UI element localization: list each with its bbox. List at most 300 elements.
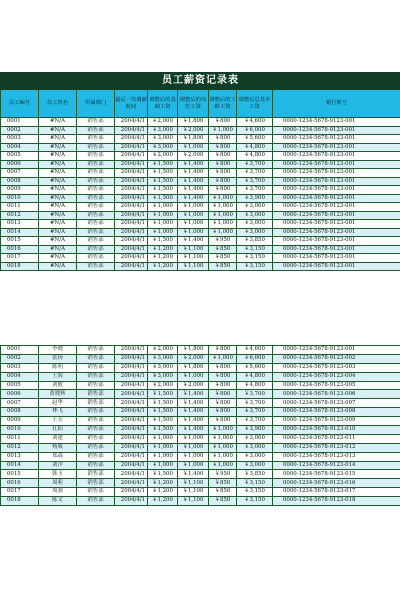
col-header-post-salary[interactable]: 调整后的岗位工资 <box>178 90 209 118</box>
cell-last-raise-date[interactable]: 2004/4/1 <box>115 118 148 127</box>
cell-department[interactable]: 销售部 <box>77 220 115 229</box>
cell-employee-id[interactable]: 0018 <box>1 262 39 271</box>
cell-base-salary[interactable]: ￥1,000 <box>148 461 178 470</box>
cell-employee-name[interactable]: #N/A <box>39 143 77 152</box>
cell-seniority-salary[interactable]: ￥800 <box>209 177 237 186</box>
cell-last-raise-date[interactable]: 2004/4/1 <box>115 390 148 399</box>
cell-department[interactable]: 销售部 <box>77 399 115 408</box>
cell-department[interactable]: 销售部 <box>77 443 115 452</box>
cell-total-salary[interactable]: ￥4,800 <box>237 143 273 152</box>
cell-seniority-salary[interactable]: ￥1,000 <box>209 203 237 212</box>
cell-post-salary[interactable]: ￥2,000 <box>178 381 209 390</box>
cell-base-salary[interactable]: ￥1,500 <box>148 177 178 186</box>
cell-total-salary[interactable]: ￥3,000 <box>237 228 273 237</box>
cell-total-salary[interactable]: ￥3,000 <box>237 452 273 461</box>
cell-last-raise-date[interactable]: 2004/4/1 <box>115 220 148 229</box>
cell-employee-name[interactable]: #N/A <box>39 211 77 220</box>
cell-base-salary[interactable]: ￥2,000 <box>148 346 178 355</box>
cell-seniority-salary[interactable]: ￥800 <box>209 135 237 144</box>
cell-last-raise-date[interactable]: 2004/4/1 <box>115 461 148 470</box>
cell-employee-name[interactable]: 陈文 <box>39 497 77 506</box>
cell-employee-id[interactable]: 0016 <box>1 245 39 254</box>
cell-post-salary[interactable]: ￥1,400 <box>178 399 209 408</box>
cell-total-salary[interactable]: ￥4,600 <box>237 118 273 127</box>
cell-last-raise-date[interactable]: 2004/4/1 <box>115 399 148 408</box>
col-header-base-salary[interactable]: 调整后的基础工资 <box>148 90 178 118</box>
cell-employee-name[interactable]: 刘敏 <box>39 381 77 390</box>
cell-department[interactable]: 销售部 <box>77 488 115 497</box>
cell-seniority-salary[interactable]: ￥1,000 <box>209 443 237 452</box>
cell-total-salary[interactable]: ￥4,800 <box>237 152 273 161</box>
cell-post-salary[interactable]: ￥1,000 <box>178 220 209 229</box>
cell-post-salary[interactable]: ￥1,400 <box>178 194 209 203</box>
cell-total-salary[interactable]: ￥3,700 <box>237 186 273 195</box>
cell-last-raise-date[interactable]: 2004/4/1 <box>115 177 148 186</box>
cell-bank-account[interactable]: 0000-1234-5678-9123-009 <box>273 417 400 426</box>
cell-seniority-salary[interactable]: ￥800 <box>209 372 237 381</box>
cell-department[interactable]: 销售部 <box>77 390 115 399</box>
cell-post-salary[interactable]: ￥2,000 <box>178 354 209 363</box>
cell-last-raise-date[interactable]: 2004/4/1 <box>115 354 148 363</box>
cell-employee-name[interactable]: #N/A <box>39 220 77 229</box>
cell-total-salary[interactable]: ￥3,700 <box>237 177 273 186</box>
cell-total-salary[interactable]: ￥3,000 <box>237 203 273 212</box>
cell-total-salary[interactable]: ￥6,000 <box>237 354 273 363</box>
cell-employee-id[interactable]: 0005 <box>1 381 39 390</box>
cell-post-salary[interactable]: ￥1,400 <box>178 177 209 186</box>
cell-seniority-salary[interactable]: ￥850 <box>209 497 237 506</box>
cell-base-salary[interactable]: ￥2,000 <box>148 381 178 390</box>
cell-post-salary[interactable]: ￥1,100 <box>178 497 209 506</box>
cell-last-raise-date[interactable]: 2004/4/1 <box>115 497 148 506</box>
cell-last-raise-date[interactable]: 2004/4/1 <box>115 143 148 152</box>
cell-bank-account[interactable]: 0000-1234-5678-9123-001 <box>273 169 400 178</box>
cell-seniority-salary[interactable]: ￥850 <box>209 479 237 488</box>
cell-total-salary[interactable]: ￥4,800 <box>237 381 273 390</box>
cell-total-salary[interactable]: ￥3,150 <box>237 254 273 263</box>
cell-post-salary[interactable]: ￥1,400 <box>178 237 209 246</box>
cell-post-salary[interactable]: ￥1,400 <box>178 470 209 479</box>
cell-employee-id[interactable]: 0013 <box>1 452 39 461</box>
cell-bank-account[interactable]: 0000-1234-5678-9123-007 <box>273 399 400 408</box>
cell-department[interactable]: 销售部 <box>77 186 115 195</box>
cell-post-salary[interactable]: ￥1,000 <box>178 434 209 443</box>
cell-post-salary[interactable]: ￥1,000 <box>178 372 209 381</box>
cell-seniority-salary[interactable]: ￥850 <box>209 245 237 254</box>
cell-department[interactable]: 销售部 <box>77 434 115 443</box>
cell-employee-id[interactable]: 0015 <box>1 237 39 246</box>
cell-employee-id[interactable]: 0012 <box>1 443 39 452</box>
cell-total-salary[interactable]: ￥3,150 <box>237 488 273 497</box>
cell-bank-account[interactable]: 0000-1234-5678-9123-001 <box>273 143 400 152</box>
cell-post-salary[interactable]: ￥1,400 <box>178 390 209 399</box>
cell-base-salary[interactable]: ￥3,000 <box>148 135 178 144</box>
cell-seniority-salary[interactable]: ￥800 <box>209 363 237 372</box>
cell-seniority-salary[interactable]: ￥800 <box>209 381 237 390</box>
cell-last-raise-date[interactable]: 2004/4/1 <box>115 186 148 195</box>
cell-seniority-salary[interactable]: ￥800 <box>209 152 237 161</box>
cell-base-salary[interactable]: ￥3,000 <box>148 143 178 152</box>
cell-department[interactable]: 销售部 <box>77 346 115 355</box>
cell-employee-name[interactable]: 黄晓辉 <box>39 390 77 399</box>
cell-last-raise-date[interactable]: 2004/4/1 <box>115 426 148 435</box>
cell-bank-account[interactable]: 0000-1234-5678-9123-001 <box>273 177 400 186</box>
cell-employee-id[interactable]: 0001 <box>1 346 39 355</box>
cell-total-salary[interactable]: ￥3,850 <box>237 237 273 246</box>
cell-base-salary[interactable]: ￥1,500 <box>148 237 178 246</box>
cell-seniority-salary[interactable]: ￥1,000 <box>209 426 237 435</box>
cell-employee-name[interactable]: #N/A <box>39 126 77 135</box>
cell-department[interactable]: 销售部 <box>77 118 115 127</box>
cell-total-salary[interactable]: ￥3,700 <box>237 399 273 408</box>
cell-last-raise-date[interactable]: 2004/4/1 <box>115 135 148 144</box>
cell-bank-account[interactable]: 0000-1234-5678-9123-001 <box>273 194 400 203</box>
cell-total-salary[interactable]: ￥3,150 <box>237 479 273 488</box>
cell-bank-account[interactable]: 0000-1234-5678-9123-005 <box>273 381 400 390</box>
cell-base-salary[interactable]: ￥1,200 <box>148 479 178 488</box>
cell-employee-name[interactable]: #N/A <box>39 245 77 254</box>
cell-employee-id[interactable]: 0014 <box>1 461 39 470</box>
cell-employee-name[interactable]: #N/A <box>39 203 77 212</box>
cell-bank-account[interactable]: 0000-1234-5678-9123-003 <box>273 363 400 372</box>
cell-department[interactable]: 销售部 <box>77 228 115 237</box>
cell-base-salary[interactable]: ￥2,000 <box>148 118 178 127</box>
cell-seniority-salary[interactable]: ￥850 <box>209 488 237 497</box>
cell-employee-name[interactable]: 周强 <box>39 488 77 497</box>
cell-employee-name[interactable]: 刘建 <box>39 434 77 443</box>
cell-seniority-salary[interactable]: ￥1,000 <box>209 452 237 461</box>
cell-employee-id[interactable]: 0003 <box>1 135 39 144</box>
cell-employee-id[interactable]: 0004 <box>1 372 39 381</box>
cell-last-raise-date[interactable]: 2004/4/1 <box>115 160 148 169</box>
cell-employee-id[interactable]: 0010 <box>1 426 39 435</box>
cell-employee-name[interactable]: 王海 <box>39 372 77 381</box>
cell-employee-id[interactable]: 0002 <box>1 354 39 363</box>
cell-post-salary[interactable]: ￥1,400 <box>178 408 209 417</box>
cell-seniority-salary[interactable]: ￥800 <box>209 118 237 127</box>
cell-post-salary[interactable]: ￥1,100 <box>178 245 209 254</box>
cell-post-salary[interactable]: ￥1,800 <box>178 363 209 372</box>
cell-last-raise-date[interactable]: 2004/4/1 <box>115 228 148 237</box>
cell-seniority-salary[interactable]: ￥1,000 <box>209 194 237 203</box>
cell-bank-account[interactable]: 0000-1234-5678-9123-006 <box>273 390 400 399</box>
cell-employee-id[interactable]: 0008 <box>1 177 39 186</box>
cell-total-salary[interactable]: ￥3,150 <box>237 497 273 506</box>
col-header-employee-name[interactable]: 员工姓名 <box>39 90 77 118</box>
cell-employee-name[interactable]: #N/A <box>39 160 77 169</box>
cell-seniority-salary[interactable]: ￥850 <box>209 262 237 271</box>
cell-employee-id[interactable]: 0002 <box>1 126 39 135</box>
cell-employee-name[interactable]: 林飞 <box>39 408 77 417</box>
cell-seniority-salary[interactable]: ￥800 <box>209 417 237 426</box>
cell-last-raise-date[interactable]: 2004/4/1 <box>115 417 148 426</box>
cell-post-salary[interactable]: ￥1,000 <box>178 443 209 452</box>
cell-bank-account[interactable]: 0000-1234-5678-9123-010 <box>273 426 400 435</box>
cell-department[interactable]: 销售部 <box>77 169 115 178</box>
cell-seniority-salary[interactable]: ￥800 <box>209 186 237 195</box>
cell-base-salary[interactable]: ￥2,000 <box>148 152 178 161</box>
cell-bank-account[interactable]: 0000-1234-5678-9123-013 <box>273 452 400 461</box>
cell-bank-account[interactable]: 0000-1234-5678-9123-001 <box>273 203 400 212</box>
cell-bank-account[interactable]: 0000-1234-5678-9123-001 <box>273 228 400 237</box>
cell-employee-id[interactable]: 0018 <box>1 497 39 506</box>
cell-base-salary[interactable]: ￥1,500 <box>148 194 178 203</box>
cell-employee-id[interactable]: 0017 <box>1 254 39 263</box>
cell-seniority-salary[interactable]: ￥800 <box>209 399 237 408</box>
cell-seniority-salary[interactable]: ￥1,000 <box>209 461 237 470</box>
cell-seniority-salary[interactable]: ￥1,000 <box>209 126 237 135</box>
cell-last-raise-date[interactable]: 2004/4/1 <box>115 152 148 161</box>
cell-total-salary[interactable]: ￥3,900 <box>237 194 273 203</box>
cell-post-salary[interactable]: ￥1,400 <box>178 417 209 426</box>
cell-department[interactable]: 销售部 <box>77 408 115 417</box>
cell-seniority-salary[interactable]: ￥1,000 <box>209 434 237 443</box>
col-header-employee-id[interactable]: 员工编号 <box>1 90 39 118</box>
cell-base-salary[interactable]: ￥1,000 <box>148 452 178 461</box>
cell-employee-name[interactable]: 杨威 <box>39 443 77 452</box>
cell-employee-id[interactable]: 0003 <box>1 363 39 372</box>
cell-post-salary[interactable]: ￥1,400 <box>178 169 209 178</box>
cell-department[interactable]: 销售部 <box>77 203 115 212</box>
cell-bank-account[interactable]: 0000-1234-5678-9123-002 <box>273 354 400 363</box>
cell-total-salary[interactable]: ￥6,000 <box>237 126 273 135</box>
cell-department[interactable]: 销售部 <box>77 426 115 435</box>
cell-department[interactable]: 销售部 <box>77 143 115 152</box>
cell-last-raise-date[interactable]: 2004/4/1 <box>115 262 148 271</box>
cell-bank-account[interactable]: 0000-1234-5678-9123-012 <box>273 443 400 452</box>
cell-bank-account[interactable]: 0000-1234-5678-9123-001 <box>273 135 400 144</box>
cell-base-salary[interactable]: ￥1,200 <box>148 262 178 271</box>
cell-employee-id[interactable]: 0006 <box>1 390 39 399</box>
cell-post-salary[interactable]: ￥2,000 <box>178 152 209 161</box>
cell-seniority-salary[interactable]: ￥1,000 <box>209 220 237 229</box>
cell-employee-name[interactable]: #N/A <box>39 177 77 186</box>
cell-base-salary[interactable]: ￥1,200 <box>148 497 178 506</box>
cell-post-salary[interactable]: ￥1,400 <box>178 160 209 169</box>
cell-employee-name[interactable]: #N/A <box>39 228 77 237</box>
cell-seniority-salary[interactable]: ￥800 <box>209 143 237 152</box>
cell-base-salary[interactable]: ￥1,200 <box>148 254 178 263</box>
cell-total-salary[interactable]: ￥3,700 <box>237 408 273 417</box>
cell-base-salary[interactable]: ￥3,000 <box>148 372 178 381</box>
cell-base-salary[interactable]: ￥1,500 <box>148 186 178 195</box>
cell-base-salary[interactable]: ￥1,000 <box>148 211 178 220</box>
cell-seniority-salary[interactable]: ￥1,000 <box>209 228 237 237</box>
cell-last-raise-date[interactable]: 2004/4/1 <box>115 408 148 417</box>
cell-total-salary[interactable]: ￥3,150 <box>237 245 273 254</box>
cell-employee-name[interactable]: 陈明 <box>39 363 77 372</box>
cell-total-salary[interactable]: ￥3,900 <box>237 426 273 435</box>
cell-seniority-salary[interactable]: ￥950 <box>209 470 237 479</box>
cell-total-salary[interactable]: ￥3,150 <box>237 262 273 271</box>
cell-base-salary[interactable]: ￥1,500 <box>148 399 178 408</box>
cell-employee-id[interactable]: 0007 <box>1 399 39 408</box>
cell-bank-account[interactable]: 0000-1234-5678-9123-001 <box>273 237 400 246</box>
cell-post-salary[interactable]: ￥1,400 <box>178 426 209 435</box>
cell-department[interactable]: 销售部 <box>77 262 115 271</box>
cell-employee-id[interactable]: 0014 <box>1 228 39 237</box>
cell-total-salary[interactable]: ￥3,000 <box>237 211 273 220</box>
cell-base-salary[interactable]: ￥1,500 <box>148 390 178 399</box>
col-header-bank-account[interactable]: 银行账号 <box>273 90 400 118</box>
cell-post-salary[interactable]: ￥1,100 <box>178 254 209 263</box>
cell-last-raise-date[interactable]: 2004/4/1 <box>115 443 148 452</box>
cell-department[interactable]: 销售部 <box>77 452 115 461</box>
cell-employee-name[interactable]: 赵华 <box>39 399 77 408</box>
cell-department[interactable]: 销售部 <box>77 461 115 470</box>
cell-employee-name[interactable]: #N/A <box>39 118 77 127</box>
cell-department[interactable]: 销售部 <box>77 160 115 169</box>
cell-post-salary[interactable]: ￥1,800 <box>178 135 209 144</box>
cell-bank-account[interactable]: 0000-1234-5678-9123-008 <box>273 408 400 417</box>
cell-seniority-salary[interactable]: ￥1,000 <box>209 354 237 363</box>
cell-total-salary[interactable]: ￥3,000 <box>237 434 273 443</box>
cell-employee-name[interactable]: #N/A <box>39 254 77 263</box>
cell-employee-id[interactable]: 0006 <box>1 160 39 169</box>
cell-post-salary[interactable]: ￥1,000 <box>178 203 209 212</box>
cell-base-salary[interactable]: ￥1,500 <box>148 417 178 426</box>
cell-employee-id[interactable]: 0009 <box>1 186 39 195</box>
cell-bank-account[interactable]: 0000-1234-5678-9123-015 <box>273 470 400 479</box>
cell-seniority-salary[interactable]: ￥950 <box>209 237 237 246</box>
cell-last-raise-date[interactable]: 2004/4/1 <box>115 169 148 178</box>
cell-employee-name[interactable]: 王芳 <box>39 417 77 426</box>
cell-base-salary[interactable]: ￥1,000 <box>148 228 178 237</box>
cell-total-salary[interactable]: ￥3,700 <box>237 160 273 169</box>
cell-seniority-salary[interactable]: ￥800 <box>209 169 237 178</box>
cell-last-raise-date[interactable]: 2004/4/1 <box>115 488 148 497</box>
cell-department[interactable]: 销售部 <box>77 381 115 390</box>
cell-total-salary[interactable]: ￥3,850 <box>237 470 273 479</box>
cell-department[interactable]: 销售部 <box>77 245 115 254</box>
cell-employee-id[interactable]: 0008 <box>1 408 39 417</box>
cell-last-raise-date[interactable]: 2004/4/1 <box>115 254 148 263</box>
cell-post-salary[interactable]: ￥1,100 <box>178 479 209 488</box>
cell-post-salary[interactable]: ￥1,800 <box>178 346 209 355</box>
cell-bank-account[interactable]: 0000-1234-5678-9123-001 <box>273 118 400 127</box>
cell-total-salary[interactable]: ￥3,700 <box>237 390 273 399</box>
cell-employee-id[interactable]: 0017 <box>1 488 39 497</box>
cell-base-salary[interactable]: ￥3,000 <box>148 354 178 363</box>
cell-base-salary[interactable]: ￥1,000 <box>148 220 178 229</box>
cell-base-salary[interactable]: ￥1,500 <box>148 470 178 479</box>
cell-last-raise-date[interactable]: 2004/4/1 <box>115 203 148 212</box>
cell-base-salary[interactable]: ￥1,500 <box>148 160 178 169</box>
cell-base-salary[interactable]: ￥3,000 <box>148 126 178 135</box>
cell-department[interactable]: 销售部 <box>77 354 115 363</box>
cell-employee-name[interactable]: 张扬 <box>39 354 77 363</box>
cell-employee-name[interactable]: #N/A <box>39 262 77 271</box>
cell-employee-id[interactable]: 0015 <box>1 470 39 479</box>
cell-department[interactable]: 销售部 <box>77 135 115 144</box>
cell-base-salary[interactable]: ￥3,000 <box>148 363 178 372</box>
cell-bank-account[interactable]: 0000-1234-5678-9123-016 <box>273 479 400 488</box>
cell-last-raise-date[interactable]: 2004/4/1 <box>115 434 148 443</box>
cell-department[interactable]: 销售部 <box>77 237 115 246</box>
cell-seniority-salary[interactable]: ￥1,000 <box>209 211 237 220</box>
cell-post-salary[interactable]: ￥1,000 <box>178 228 209 237</box>
cell-total-salary[interactable]: ￥4,800 <box>237 372 273 381</box>
cell-bank-account[interactable]: 0000-1234-5678-9123-001 <box>273 262 400 271</box>
cell-last-raise-date[interactable]: 2004/4/1 <box>115 363 148 372</box>
cell-employee-id[interactable]: 0013 <box>1 220 39 229</box>
cell-employee-id[interactable]: 0016 <box>1 479 39 488</box>
cell-total-salary[interactable]: ￥3,000 <box>237 443 273 452</box>
cell-post-salary[interactable]: ￥2,000 <box>178 126 209 135</box>
cell-last-raise-date[interactable]: 2004/4/1 <box>115 452 148 461</box>
cell-employee-id[interactable]: 0009 <box>1 417 39 426</box>
cell-base-salary[interactable]: ￥1,000 <box>148 434 178 443</box>
cell-bank-account[interactable]: 0000-1234-5678-9123-001 <box>273 186 400 195</box>
col-header-last-raise-date[interactable]: 最后一次调薪时间 <box>115 90 148 118</box>
cell-employee-name[interactable]: #N/A <box>39 152 77 161</box>
cell-employee-id[interactable]: 0005 <box>1 152 39 161</box>
cell-employee-name[interactable]: 李晓 <box>39 346 77 355</box>
cell-employee-name[interactable]: #N/A <box>39 237 77 246</box>
cell-last-raise-date[interactable]: 2004/4/1 <box>115 126 148 135</box>
cell-bank-account[interactable]: 0000-1234-5678-9123-001 <box>273 245 400 254</box>
cell-bank-account[interactable]: 0000-1234-5678-9123-014 <box>273 461 400 470</box>
cell-seniority-salary[interactable]: ￥800 <box>209 346 237 355</box>
cell-bank-account[interactable]: 0000-1234-5678-9123-001 <box>273 220 400 229</box>
cell-total-salary[interactable]: ￥4,600 <box>237 346 273 355</box>
cell-department[interactable]: 销售部 <box>77 417 115 426</box>
cell-department[interactable]: 销售部 <box>77 126 115 135</box>
cell-post-salary[interactable]: ￥1,000 <box>178 461 209 470</box>
cell-base-salary[interactable]: ￥1,200 <box>148 488 178 497</box>
col-header-seniority-salary[interactable]: 调整后的工龄工资 <box>209 90 237 118</box>
cell-employee-id[interactable]: 0012 <box>1 211 39 220</box>
cell-bank-account[interactable]: 0000-1234-5678-9123-011 <box>273 434 400 443</box>
cell-department[interactable]: 销售部 <box>77 363 115 372</box>
cell-department[interactable]: 销售部 <box>77 372 115 381</box>
cell-post-salary[interactable]: ￥1,000 <box>178 143 209 152</box>
cell-bank-account[interactable]: 0000-1234-5678-9123-001 <box>273 126 400 135</box>
cell-post-salary[interactable]: ￥1,100 <box>178 262 209 271</box>
cell-department[interactable]: 销售部 <box>77 470 115 479</box>
cell-post-salary[interactable]: ￥1,400 <box>178 186 209 195</box>
cell-employee-id[interactable]: 0001 <box>1 118 39 127</box>
cell-employee-name[interactable]: #N/A <box>39 135 77 144</box>
cell-base-salary[interactable]: ￥1,200 <box>148 245 178 254</box>
cell-bank-account[interactable]: 0000-1234-5678-9123-001 <box>273 346 400 355</box>
cell-seniority-salary[interactable]: ￥850 <box>209 254 237 263</box>
cell-total-salary[interactable]: ￥3,000 <box>237 461 273 470</box>
cell-employee-id[interactable]: 0011 <box>1 434 39 443</box>
cell-last-raise-date[interactable]: 2004/4/1 <box>115 346 148 355</box>
cell-department[interactable]: 销售部 <box>77 211 115 220</box>
cell-employee-name[interactable]: 周莉 <box>39 479 77 488</box>
cell-total-salary[interactable]: ￥3,000 <box>237 220 273 229</box>
cell-department[interactable]: 销售部 <box>77 479 115 488</box>
cell-bank-account[interactable]: 0000-1234-5678-9123-018 <box>273 497 400 506</box>
cell-total-salary[interactable]: ￥3,700 <box>237 169 273 178</box>
cell-department[interactable]: 销售部 <box>77 497 115 506</box>
cell-employee-name[interactable]: 韩玉 <box>39 470 77 479</box>
cell-bank-account[interactable]: 0000-1234-5678-9123-001 <box>273 254 400 263</box>
cell-employee-id[interactable]: 0007 <box>1 169 39 178</box>
cell-employee-name[interactable]: #N/A <box>39 169 77 178</box>
cell-department[interactable]: 销售部 <box>77 254 115 263</box>
cell-department[interactable]: 销售部 <box>77 152 115 161</box>
cell-employee-id[interactable]: 0004 <box>1 143 39 152</box>
cell-employee-id[interactable]: 0010 <box>1 194 39 203</box>
cell-total-salary[interactable]: ￥5,600 <box>237 135 273 144</box>
col-header-department[interactable]: 所属部门 <box>77 90 115 118</box>
cell-last-raise-date[interactable]: 2004/4/1 <box>115 470 148 479</box>
cell-base-salary[interactable]: ￥1,000 <box>148 203 178 212</box>
cell-last-raise-date[interactable]: 2004/4/1 <box>115 194 148 203</box>
